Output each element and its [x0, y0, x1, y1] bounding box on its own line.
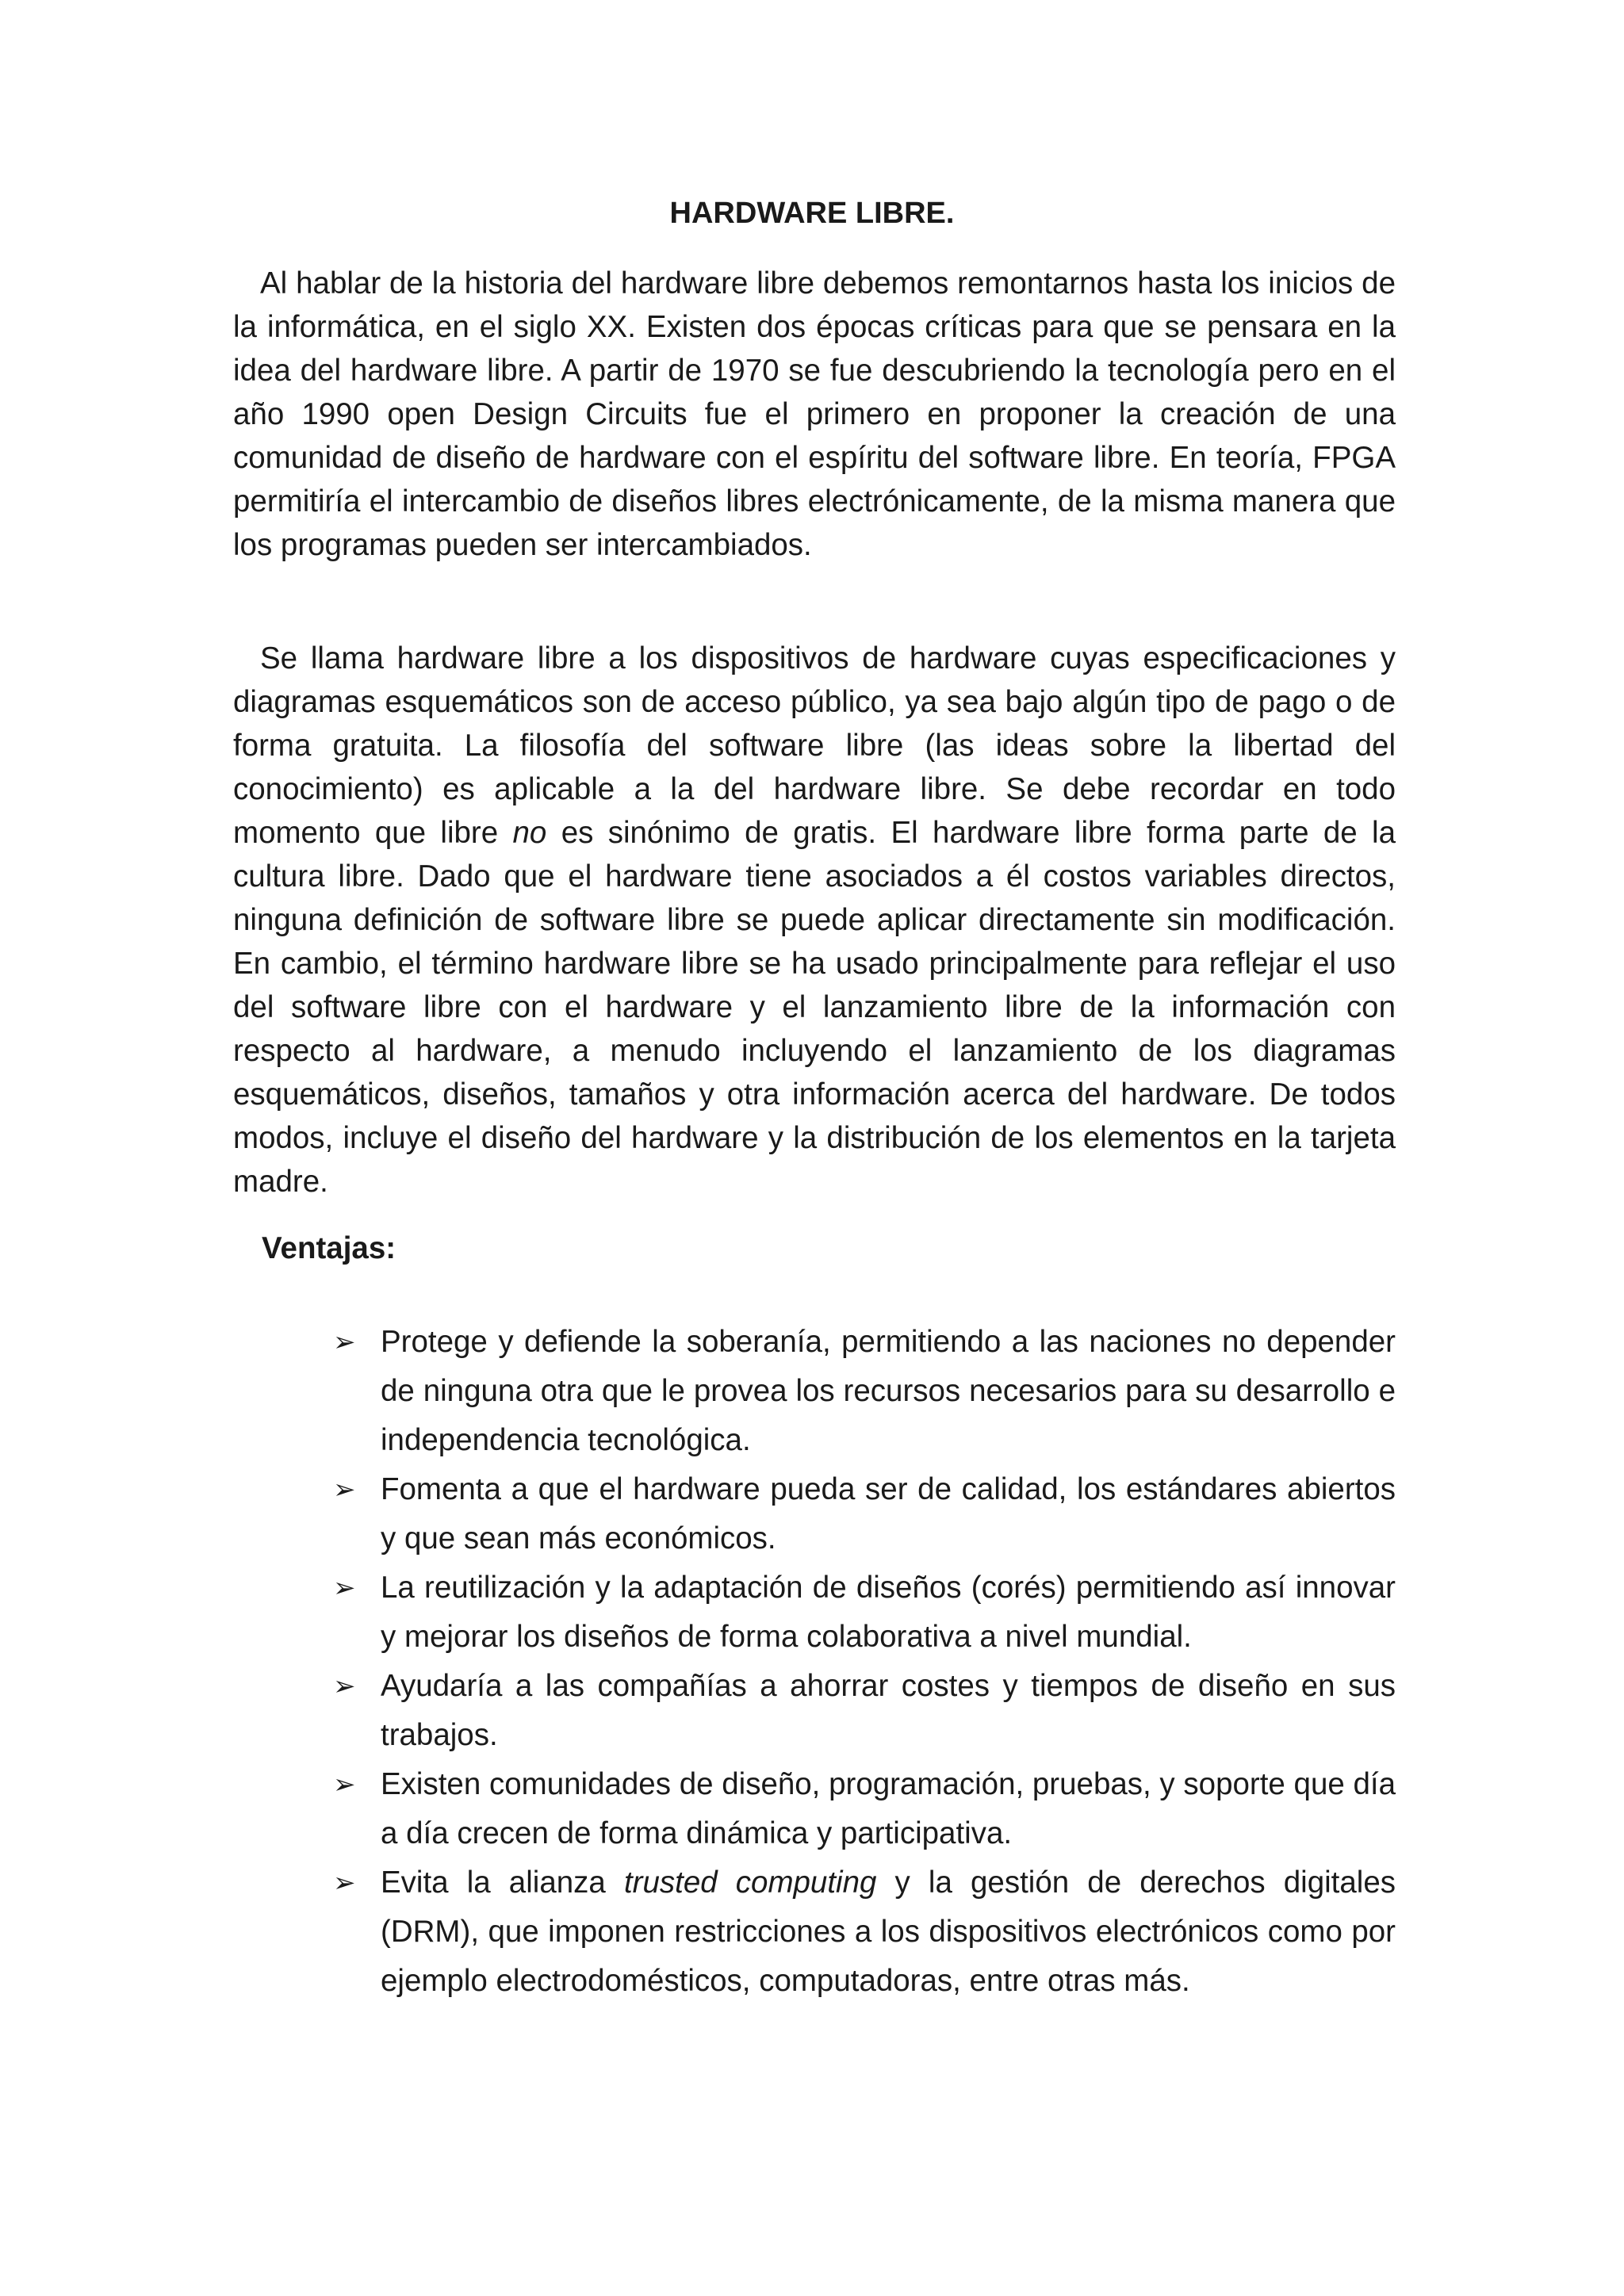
- list-item-text-b: y la gestión de derechos digitales (DRM), que imponen restricciones a los dispositivos electrónicos como por ejemplo electrodomésticos, computadoras, entre otras más.: [381, 1866, 1396, 1998]
- list-item-text-a: Evita la alianza: [381, 1866, 624, 1900]
- list-item-text: Ayudaría a las compañías a ahorrar costes y tiempos de diseño en sus trabajos.: [381, 1669, 1396, 1752]
- list-item: [333, 1662, 1396, 1760]
- arrow-bullet-icon: ➢: [333, 1475, 356, 1505]
- list-item: [333, 1563, 1396, 1662]
- paragraph-definition-text-a: Se llama hardware libre a los dispositivos de hardware cuyas especificaciones y diagramas esquemáticos son de acceso público, ya sea bajo algún tipo de pago o de forma gratuita. La filosofía del software libre (las ideas sobre la libertad del conocimiento) es aplicable a la del hardware libre. Se debe recordar en todo momento que libre: [233, 641, 1396, 850]
- list-item: [333, 1858, 1396, 2006]
- arrow-bullet-icon: ➢: [333, 1573, 356, 1603]
- paragraph-definition-text-b: es sinónimo de gratis. El hardware libre forma parte de la cultura libre. Dado que el hardware tiene asociados a él costos variables directos, ninguna definición de software libre se puede aplicar directamente sin modificación. En cambio, el término hardware libre se ha usado principalmente para reflejar el uso del software libre con el hardware y el lanzamiento libre de la información con respecto al hardware, a menudo incluyendo el lanzamiento de los diagramas esquemáticos, diseños, tamaños y otra información acerca del hardware. De todos modos, incluye el diseño del hardware y la distribución de los elementos en la tarjeta madre.: [233, 816, 1396, 1199]
- paragraph-history-text: Al hablar de la historia del hardware libre debemos remontarnos hasta los inicios de la informática, en el siglo XX. Existen dos épocas críticas para que se pensara en la idea del hardware libre. A partir de 1970 se fue descubriendo la tecnología pero en el año 1990 open Design Circuits fue el primero en proponer la creación de una comunidad de diseño de hardware con el espíritu del software libre. En teoría, FPGA permitiría el intercambio de diseños libres electrónicamente, de la misma manera que los programas pueden ser intercambiados.: [233, 266, 1396, 562]
- paragraph-definition: [233, 637, 1396, 1203]
- list-item-text: La reutilización y la adaptación de diseños (corés) permitiendo así innovar y mejorar los diseños de forma colaborativa a nivel mundial.: [381, 1571, 1396, 1654]
- list-item-italic: trusted computing: [623, 1866, 877, 1900]
- list-item-text: Protege y defiende la soberanía, permitiendo a las naciones no depender de ninguna otra que le provea los recursos necesarios para su desarrollo e independencia tecnológica.: [381, 1325, 1396, 1457]
- list-item-text: Fomenta a que el hardware pueda ser de calidad, los estándares abiertos y que sean más económicos.: [381, 1472, 1396, 1556]
- list-item: [333, 1465, 1396, 1563]
- arrow-bullet-icon: ➢: [333, 1770, 356, 1800]
- arrow-bullet-icon: ➢: [333, 1868, 356, 1898]
- arrow-bullet-icon: ➢: [333, 1327, 356, 1357]
- paragraph-history: [233, 262, 1396, 567]
- list-item: [333, 1318, 1396, 1465]
- ventajas-heading: Ventajas:: [262, 1231, 396, 1265]
- document-title: HARDWARE LIBRE.: [669, 197, 955, 230]
- arrow-bullet-icon: ➢: [333, 1671, 356, 1701]
- ventajas-list: [333, 1318, 1396, 2006]
- paragraph-definition-italic: no: [512, 816, 547, 850]
- list-item-text: Existen comunidades de diseño, programación, pruebas, y soporte que día a día crecen de forma dinámica y participativa.: [381, 1767, 1396, 1850]
- list-item: [333, 1760, 1396, 1858]
